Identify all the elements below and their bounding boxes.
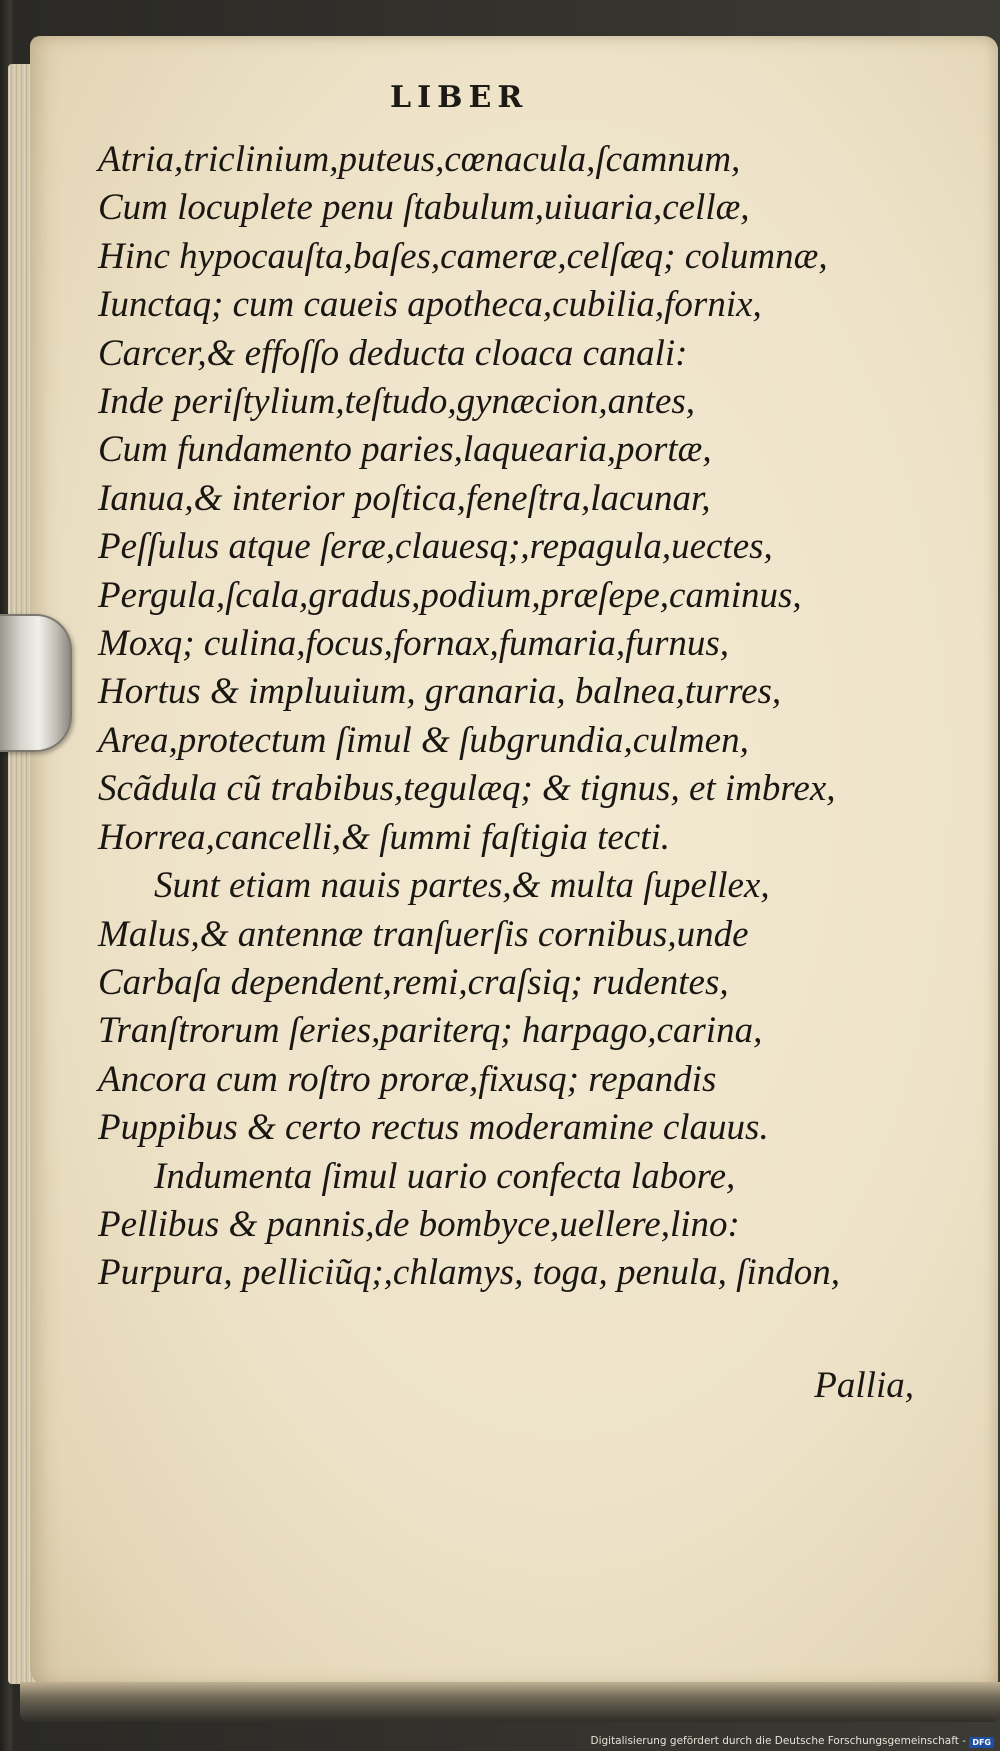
verse-line: Ancora cum roſtro proræ,fixusq; repandis (98, 1058, 717, 1100)
verse-line: Carbaſa dependent,remi,craſsiq; rudentes, (98, 961, 729, 1003)
verse-line: Horrea,cancelli,& ſummi faſtigia tecti. (98, 816, 671, 858)
verse-line: Tranſtrorum ſeries,pariterq; harpago,carina, (98, 1010, 763, 1052)
verse-line: Moxq; culina,focus,fornax,fumaria,furnus, (98, 623, 730, 665)
verse-text-block (98, 136, 968, 1298)
verse-line: Puppibus & certo rectus moderamine clauus. (98, 1107, 769, 1149)
catchword: Pallia, (814, 1365, 914, 1406)
verse-line: Cum fundamento paries,laquearia,portæ, (98, 429, 712, 471)
verse-line: Inde periſtylium,teſtudo,gynæcion,antes, (98, 381, 696, 423)
verse-line: Pellibus & pannis,de bombyce,uellere,lino: (98, 1203, 740, 1245)
page-clip (0, 614, 72, 752)
verse-line: Hortus & impluuium, granaria, balnea,turres, (98, 671, 782, 713)
verse-line: Iunctaq; cum caueis apotheca,cubilia,fornix, (98, 284, 762, 326)
verse-line: Pergula,ſcala,gradus,podium,præſepe,caminus, (98, 574, 802, 616)
verse-line: Sunt etiam nauis partes,& multa ſupellex, (154, 865, 770, 907)
running-head: LIBER (390, 80, 529, 115)
dfg-logo: DFG (969, 1737, 994, 1748)
page-bottom-shadow (20, 1682, 1000, 1722)
verse-line: Area,protectum ſimul & ſubgrundia,culmen, (98, 719, 749, 761)
verse-line: Indumenta ſimul uario confecta labore, (154, 1155, 736, 1197)
verse-line: Cum locuplete penu ſtabulum,uiuaria,cellæ, (98, 187, 750, 229)
verse-line: Malus,& antennæ tranſuerſis cornibus,unde (98, 913, 749, 955)
verse-line: Peſſulus atque ſeræ,clauesq;,repagula,uectes, (98, 526, 773, 568)
digitization-credit: Digitalisierung gefördert durch die Deutsche Forschungsgemeinschaft - (590, 1735, 966, 1747)
verse-line: Hinc hypocauſta,baſes,cameræ,celſæq; columnæ, (98, 235, 828, 277)
verse-line: Carcer,& effoſſo deducta cloaca canali: (98, 332, 688, 374)
verse-line: Atria,triclinium,puteus,cœnacula,ſcamnum, (98, 139, 741, 180)
verse-line: Scãdula cũ trabibus,tegulæq; & tignus, et imbrex, (98, 768, 836, 810)
verse-line: Ianua,& interior poſtica,feneſtra,lacunar, (98, 477, 711, 519)
verse-line: Purpura, pelliciũq;,chlamys, toga, penula, ſindon, (98, 1252, 840, 1294)
